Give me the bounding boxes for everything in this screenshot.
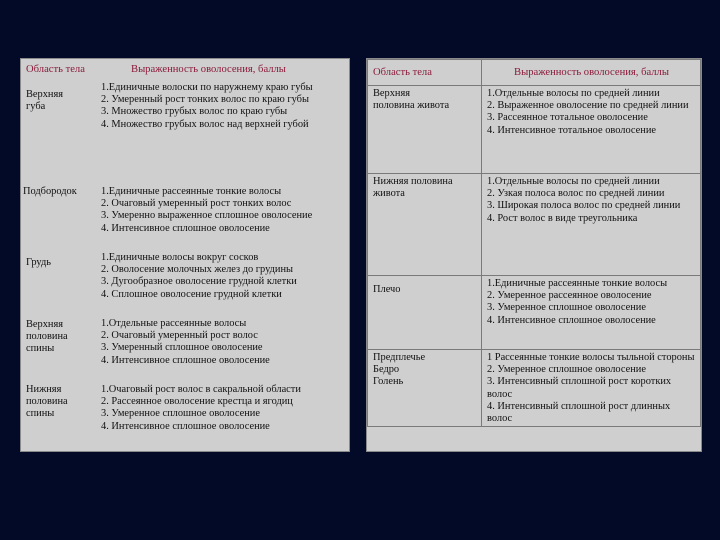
left-row-items — [101, 318, 349, 367]
list-item: 4. Интенсивное сплошное оволосение — [101, 420, 270, 432]
left-row-region: Верхняя губа — [26, 89, 64, 113]
list-item: 4. Интенсивное тотальное оволосение — [487, 124, 657, 136]
left-row-items — [101, 82, 349, 131]
list-item: 4. Множество грубых волос над верхней губой — [101, 118, 309, 130]
list-item: 1.Очаговый рост волос в сакральной области — [101, 384, 301, 395]
list-item: 1.Отдельные волосы по средней линии — [487, 176, 660, 187]
right-row-region: Нижняя половина живота — [368, 174, 482, 276]
right-row-region: Верхняя половина живота — [368, 86, 482, 174]
list-item: 3. Интенсивный сплошной рост коротких волос — [487, 376, 672, 400]
list-item: 3. Рассеянное тотальное оволосение — [487, 112, 648, 124]
table-row — [368, 350, 701, 427]
list-item: 2. Узкая полоса волос по средней линии — [487, 188, 665, 200]
list-item: 3. Умеренно выраженное сплошное оволосение — [101, 210, 313, 222]
list-item: 2. Оволосение молочных желез до грудины — [101, 264, 294, 276]
right-row-region: Плечо — [368, 276, 482, 350]
left-header-region: Область тела — [26, 64, 85, 75]
list-item: 4. Сплошное оволосение грудной клетки — [101, 288, 282, 300]
list-item: 4. Рост волос в виде треугольника — [487, 212, 638, 224]
right-row-items — [482, 86, 701, 174]
list-item: 1.Отдельные волосы по средней линии — [487, 88, 660, 99]
right-table — [367, 59, 701, 427]
list-item: 2. Умеренное рассеянное оволосение — [487, 290, 652, 302]
table-row — [368, 276, 701, 350]
list-item: 2. Умеренный рост тонких волос по краю губы — [101, 94, 309, 106]
list-item: 4. Интенсивное сплошное оволосение — [487, 314, 656, 326]
list-item: 4. Интенсивное сплошное оволосение — [101, 222, 270, 234]
right-row-items — [482, 350, 701, 427]
list-item: 2. Выраженное оволосение по средней линии — [487, 100, 689, 112]
list-item: 1.Единичные рассеянные тонкие волосы — [487, 278, 668, 289]
table-header-row — [368, 60, 701, 86]
right-row-items — [482, 276, 701, 350]
left-row-region: Верхняя половина спины — [26, 319, 68, 355]
left-hirsutism-table — [20, 58, 350, 452]
left-row-region: Подбородок — [23, 186, 77, 197]
list-item: 3. Широкая полоса волос по средней линии — [487, 200, 681, 212]
left-row-items — [101, 186, 349, 235]
right-row-region: Предплечье Бедро Голень — [368, 350, 482, 427]
left-row-items — [101, 252, 349, 301]
list-item: 4. Интенсивное сплошное оволосение — [101, 354, 270, 366]
list-item: 3. Умеренное сплошное оволосение — [101, 408, 260, 420]
list-item: 3. Дугообразное оволосение грудной клетки — [101, 276, 297, 288]
table-row — [368, 86, 701, 174]
list-item: 2. Умеренное сплошное оволосение — [487, 364, 646, 376]
list-item: 1.Единичные волосы вокруг сосков — [101, 252, 259, 263]
list-item: 2. Очаговый умеренный рост волос — [101, 330, 258, 342]
right-hirsutism-table — [366, 58, 702, 452]
list-item: 1 Рассеянные тонкие волосы тыльной стороны — [487, 352, 695, 363]
list-item: 3. Умеренное сплошное оволосение — [487, 302, 646, 314]
list-item: 2. Очаговый умеренный рост тонких волос — [101, 198, 292, 210]
right-row-items — [482, 174, 701, 276]
table-row — [368, 174, 701, 276]
list-item: 4. Интенсивный сплошной рост длинных волос — [487, 400, 671, 425]
left-header-score: Выраженность оволосения, баллы — [131, 64, 286, 75]
left-row-region: Грудь — [26, 257, 51, 268]
left-row-region: Нижняя половина спины — [26, 384, 68, 420]
right-header-region: Область тела — [368, 60, 482, 86]
left-row-items — [101, 384, 349, 433]
list-item: 3. Умеренный сплошное оволосение — [101, 342, 263, 354]
right-header-score: Выраженность оволосения, баллы — [482, 60, 701, 86]
list-item: 3. Множество грубых волос по краю губы — [101, 106, 288, 118]
list-item: 1.Единичные волоски по наружнему краю губы — [101, 82, 313, 93]
list-item: 2. Рассеянное оволосение крестца и ягодиц — [101, 396, 293, 408]
list-item: 1.Отдельные рассеянные волосы — [101, 318, 247, 329]
list-item: 1.Единичные рассеянные тонкие волосы — [101, 186, 282, 197]
